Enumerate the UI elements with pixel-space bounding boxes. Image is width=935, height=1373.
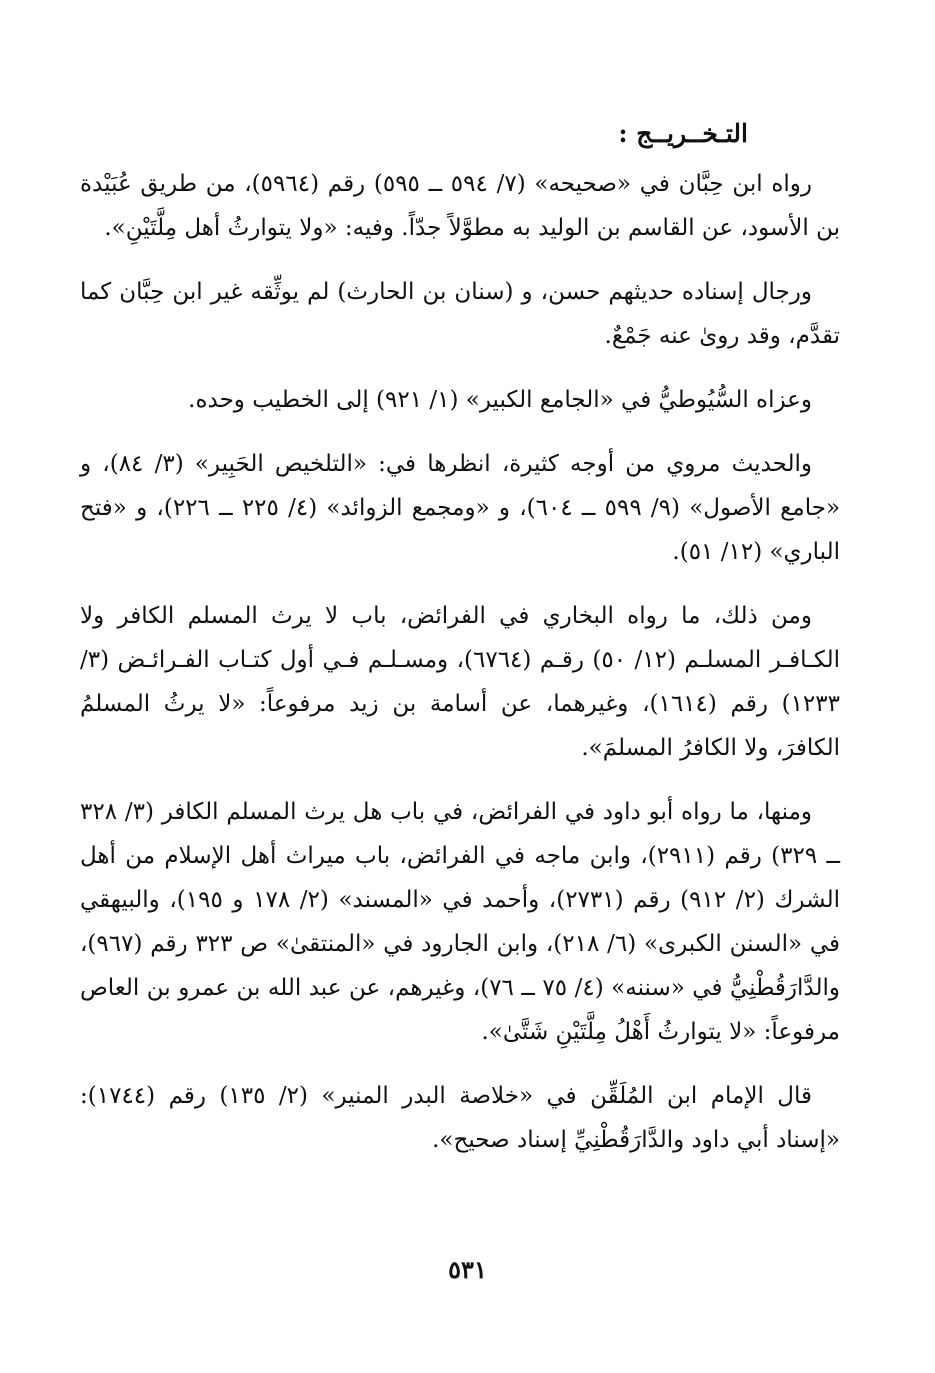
paragraph-suyuti: وعزاه السُّيُوطيُّ في «الجامع الكبير» (١/ ٩٢١) إلى الخطيب وحده. [188, 387, 812, 413]
paragraph-other-chains: والحديث مروي من أوجه كثيرة، انظرها في: «التلخيص الحَبِير» (٣/ ٨٤)، و «جامع الأصول» (٩/ ٥٩٩ ــ ٦٠٤)، و «ومجمع الزوائد» (٤/ ٢٢٥ ــ ٢٢٦)، و «فتح الباري» (١٢/ ٥١). [80, 451, 841, 565]
paragraph-abu-dawud: ومنها، ما رواه أبو داود في الفرائض، في باب هل يرث المسلم الكافر (٣/ ٣٢٨ ــ ٣٢٩) رقم (٢٩١١)، وابن ماجه في الفرائض، باب ميراث أهل الإسلام من أهل الشرك (٢/ ٩١٢) رقم (٢٧٣١)، وأحمد في «المسند» (٢/ ١٧٨ و ١٩٥)، والبيهقي في «السنن الكبرى» (٦/ ٢١٨)، وابن الجارود في «المنتقىٰ» ص ٣٢٣ رقم (٩٦٧)، والدَّارَقُطْنِيُّ في «سننه» (٤/ ٧٥ ــ ٧٦)، وغيرهم، عن عبد الله بن عمرو بن العاص مرفوعاً: «لا يتوارثُ أَهْلُ مِلَّتَيْنِ شَتَّىٰ». [80, 799, 841, 1045]
paragraph-ibn-hibban: رواه ابن حِبَّان في «صحيحه» (٧/ ٥٩٤ ــ ٥٩٥) رقم (٥٩٦٤)، من طريق عُبَيْدة بن الأسود، عن القاسم بن الوليد به مطوَّلاً جدّاً. وفيه: «ولا يتوارثُ أهل مِلَّتَيْنِ». [80, 171, 840, 241]
page-content [80, 112, 840, 1182]
paragraph-bukhari-muslim: ومن ذلك، ما رواه البخاري في الفرائض، باب لا يرث المسلم الكافر ولا الكـافـر المسلـم (١٢/ ٥٠) رقـم (٦٧٦٤)، ومسـلـم فـي أول كتـاب الفـرائـض (٣/ ١٢٣٣) رقم (١٦١٤)، وغيرهما، عن أسامة بن زيد مرفوعاً: «لا يرثُ المسلمُ الكافرَ، ولا الكافرُ المسلمَ». [80, 603, 840, 761]
page-number: ٥٣١ [448, 1255, 487, 1284]
paragraph-ibn-mulaqqin: قال الإمام ابن المُلَقِّن في «خلاصة البدر المنير» (٢/ ١٣٥) رقم (١٧٤٤): «إسناد أبي داود والدَّارَقُطْنِيِّ إسناد صحيح». [80, 1083, 840, 1153]
section-heading-takhrij: التـخــريــج : [618, 119, 748, 148]
paragraph-isnad-narrators: ورجال إسناده حديثهم حسن، و (سنان بن الحارث) لم يوثِّقه غير ابن حِبَّان كما تقدَّم، وقد روىٰ عنه جَمْعٌ. [80, 279, 840, 349]
